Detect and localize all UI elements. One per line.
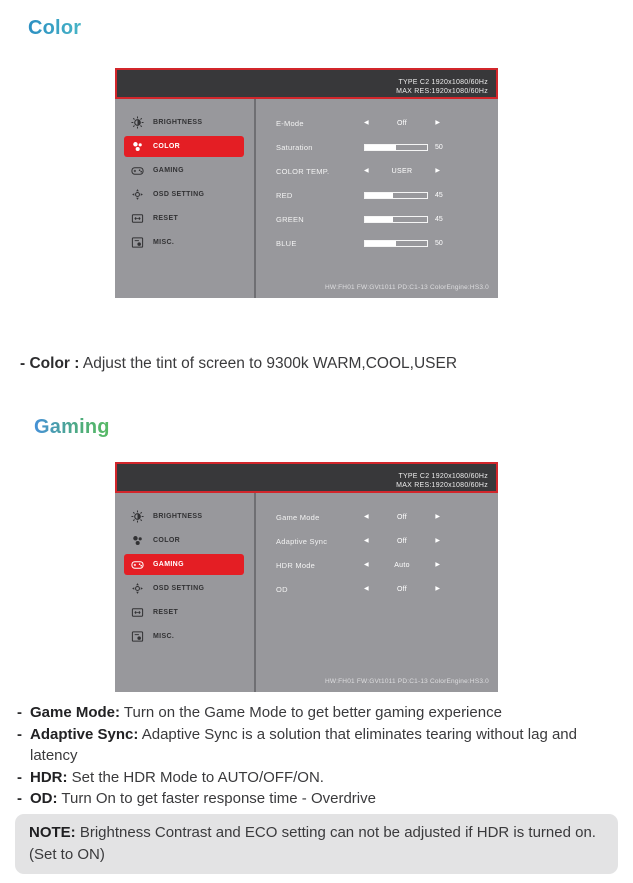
bullet-dash: -: [17, 790, 22, 807]
osd-setting-icon: [131, 188, 144, 201]
setting-value: 50: [435, 239, 443, 247]
bullet-adaptive-sync: [17, 724, 623, 767]
color-description: [20, 355, 610, 373]
gaming-icon: [131, 558, 144, 571]
caption-term: Color :: [29, 355, 80, 372]
osd-row-green: [256, 207, 498, 231]
setting-value: USER: [391, 167, 413, 175]
osd-row-adaptive-sync: [256, 529, 498, 553]
sidebar-item-osd-setting[interactable]: [115, 182, 254, 206]
osd-header-info: [396, 472, 488, 490]
setting-label: OD: [276, 584, 288, 594]
osd-type-line: TYPE C2 1920x1080/60Hz: [398, 79, 488, 86]
arrow-left-icon[interactable]: ◀: [364, 168, 369, 174]
sidebar-item-reset[interactable]: [115, 206, 254, 230]
setting-label: BLUE: [276, 238, 297, 248]
arrow-right-icon[interactable]: ▶: [435, 514, 440, 520]
setting-label: HDR Mode: [276, 560, 316, 570]
setting-value: Off: [396, 513, 408, 521]
misc-icon: [131, 236, 144, 249]
setting-label: COLOR TEMP.: [276, 166, 330, 176]
osd-row-blue: [256, 231, 498, 255]
note-label: NOTE:: [29, 824, 76, 841]
note-box: [15, 814, 618, 874]
sidebar-item-label: COLOR: [153, 536, 181, 544]
misc-icon: [131, 630, 144, 643]
osd-row-color-temp: [256, 159, 498, 183]
osd-body: [115, 99, 498, 298]
gaming-icon: [131, 164, 144, 177]
arrow-right-icon[interactable]: ▶: [435, 538, 440, 544]
osd-maxres-line: MAX RES:1920x1080/60Hz: [396, 88, 488, 95]
bullet-term: Adaptive Sync:: [30, 725, 139, 743]
setting-label: Game Mode: [276, 512, 320, 522]
bullet-dash: -: [17, 704, 22, 721]
sidebar-item-brightness[interactable]: [115, 110, 254, 134]
osd-screenshot-gaming: [115, 462, 498, 692]
osd-row-e-mode: [256, 111, 498, 135]
sidebar-item-color[interactable]: [124, 136, 244, 157]
bullet-od: [17, 788, 623, 810]
osd-settings-panel: [256, 99, 498, 298]
sidebar-item-label: MISC.: [153, 238, 175, 246]
caption-dash: -: [20, 355, 26, 372]
sidebar-item-label: RESET: [153, 214, 179, 222]
osd-row-od: [256, 577, 498, 601]
bullet-text: Turn on the Game Mode to get better gaming experience: [123, 704, 502, 721]
setting-label: E-Mode: [276, 118, 304, 128]
section-title-gaming: Gaming: [34, 416, 110, 438]
osd-type-line: TYPE C2 1920x1080/60Hz: [398, 473, 488, 480]
osd-row-red: [256, 183, 498, 207]
sidebar-item-label: BRIGHTNESS: [153, 512, 203, 520]
sidebar-item-color[interactable]: [115, 528, 254, 552]
arrow-left-icon[interactable]: ◀: [364, 586, 369, 592]
osd-body: [115, 493, 498, 692]
setting-value: 50: [435, 143, 443, 151]
sidebar-item-label: GAMING: [153, 166, 184, 174]
arrow-right-icon[interactable]: ▶: [435, 168, 440, 174]
osd-header-info: [396, 78, 488, 96]
setting-label: GREEN: [276, 214, 304, 224]
sidebar-item-misc[interactable]: [115, 230, 254, 254]
osd-row-game-mode: [256, 505, 498, 529]
sidebar-item-gaming[interactable]: [124, 554, 244, 575]
bullet-text: Set the HDR Mode to AUTO/OFF/ON.: [71, 768, 324, 786]
osd-row-hdr-mode: [256, 553, 498, 577]
note-text: Brightness Contrast and ECO setting can not be adjusted if HDR is turned on. (Set to ON): [29, 824, 596, 863]
osd-firmware-info: HW:FH01 FW:GVt1011 PD:C1-13 ColorEngine:HS3.0: [325, 284, 489, 291]
sidebar-item-label: OSD SETTING: [153, 584, 205, 592]
setting-label: Adaptive Sync: [276, 536, 328, 546]
arrow-left-icon[interactable]: ◀: [364, 538, 369, 544]
setting-label: RED: [276, 190, 293, 200]
osd-row-saturation: [256, 135, 498, 159]
bullet-text: Adaptive Sync is a solution that eliminates tearing without lag and latency: [30, 725, 577, 764]
setting-label: Saturation: [276, 142, 313, 152]
sidebar-item-label: BRIGHTNESS: [153, 118, 203, 126]
osd-header: [115, 462, 498, 493]
sidebar-item-label: COLOR: [153, 142, 181, 150]
setting-value: 45: [435, 215, 443, 223]
bullet-dash: -: [17, 768, 22, 786]
osd-screenshot-color: [115, 68, 498, 298]
osd-settings-panel: [256, 493, 498, 692]
arrow-right-icon[interactable]: ▶: [435, 120, 440, 126]
osd-setting-icon: [131, 582, 144, 595]
green-slider[interactable]: [364, 216, 428, 223]
reset-icon: [131, 606, 144, 619]
section-title-color: Color: [28, 17, 82, 39]
setting-value: 45: [435, 191, 443, 199]
osd-header: [115, 68, 498, 99]
sidebar-item-label: OSD SETTING: [153, 190, 205, 198]
color-icon: [131, 534, 144, 547]
brightness-icon: [131, 116, 144, 129]
bullet-game-mode: [17, 702, 623, 724]
osd-sidebar: [115, 99, 254, 298]
setting-value: Off: [396, 537, 408, 545]
sidebar-item-osd-setting[interactable]: [115, 576, 254, 600]
blue-slider[interactable]: [364, 240, 428, 247]
saturation-slider[interactable]: [364, 144, 428, 151]
bullet-text: Turn On to get faster response time - Overdrive: [61, 790, 376, 807]
bullet-term: OD:: [30, 790, 58, 807]
arrow-left-icon[interactable]: ◀: [364, 514, 369, 520]
sidebar-item-label: GAMING: [153, 560, 184, 568]
reset-icon: [131, 212, 144, 225]
bullet-term: Game Mode:: [30, 704, 121, 721]
setting-value: Auto: [394, 561, 410, 569]
sidebar-item-label: MISC.: [153, 632, 175, 640]
sidebar-item-gaming[interactable]: [115, 158, 254, 182]
arrow-left-icon[interactable]: ◀: [364, 562, 369, 568]
osd-maxres-line: MAX RES:1920x1080/60Hz: [396, 482, 488, 489]
bullet-hdr: [17, 767, 623, 789]
arrow-right-icon[interactable]: ▶: [435, 586, 440, 592]
gaming-descriptions: [17, 702, 623, 810]
osd-sidebar: [115, 493, 254, 692]
arrow-right-icon[interactable]: ▶: [435, 562, 440, 568]
sidebar-item-label: RESET: [153, 608, 179, 616]
sidebar-item-brightness[interactable]: [115, 504, 254, 528]
sidebar-item-misc[interactable]: [115, 624, 254, 648]
arrow-left-icon[interactable]: ◀: [364, 120, 369, 126]
caption-text: Adjust the tint of screen to 9300k WARM,COOL,USER: [82, 355, 458, 372]
osd-firmware-info: HW:FH01 FW:GVt1011 PD:C1-13 ColorEngine:HS3.0: [325, 678, 489, 685]
setting-value: Off: [396, 585, 408, 593]
bullet-dash: -: [17, 725, 22, 743]
sidebar-item-reset[interactable]: [115, 600, 254, 624]
brightness-icon: [131, 510, 144, 523]
bullet-term: HDR:: [30, 768, 68, 786]
setting-value: Off: [396, 119, 408, 127]
red-slider[interactable]: [364, 192, 428, 199]
color-icon: [131, 140, 144, 153]
